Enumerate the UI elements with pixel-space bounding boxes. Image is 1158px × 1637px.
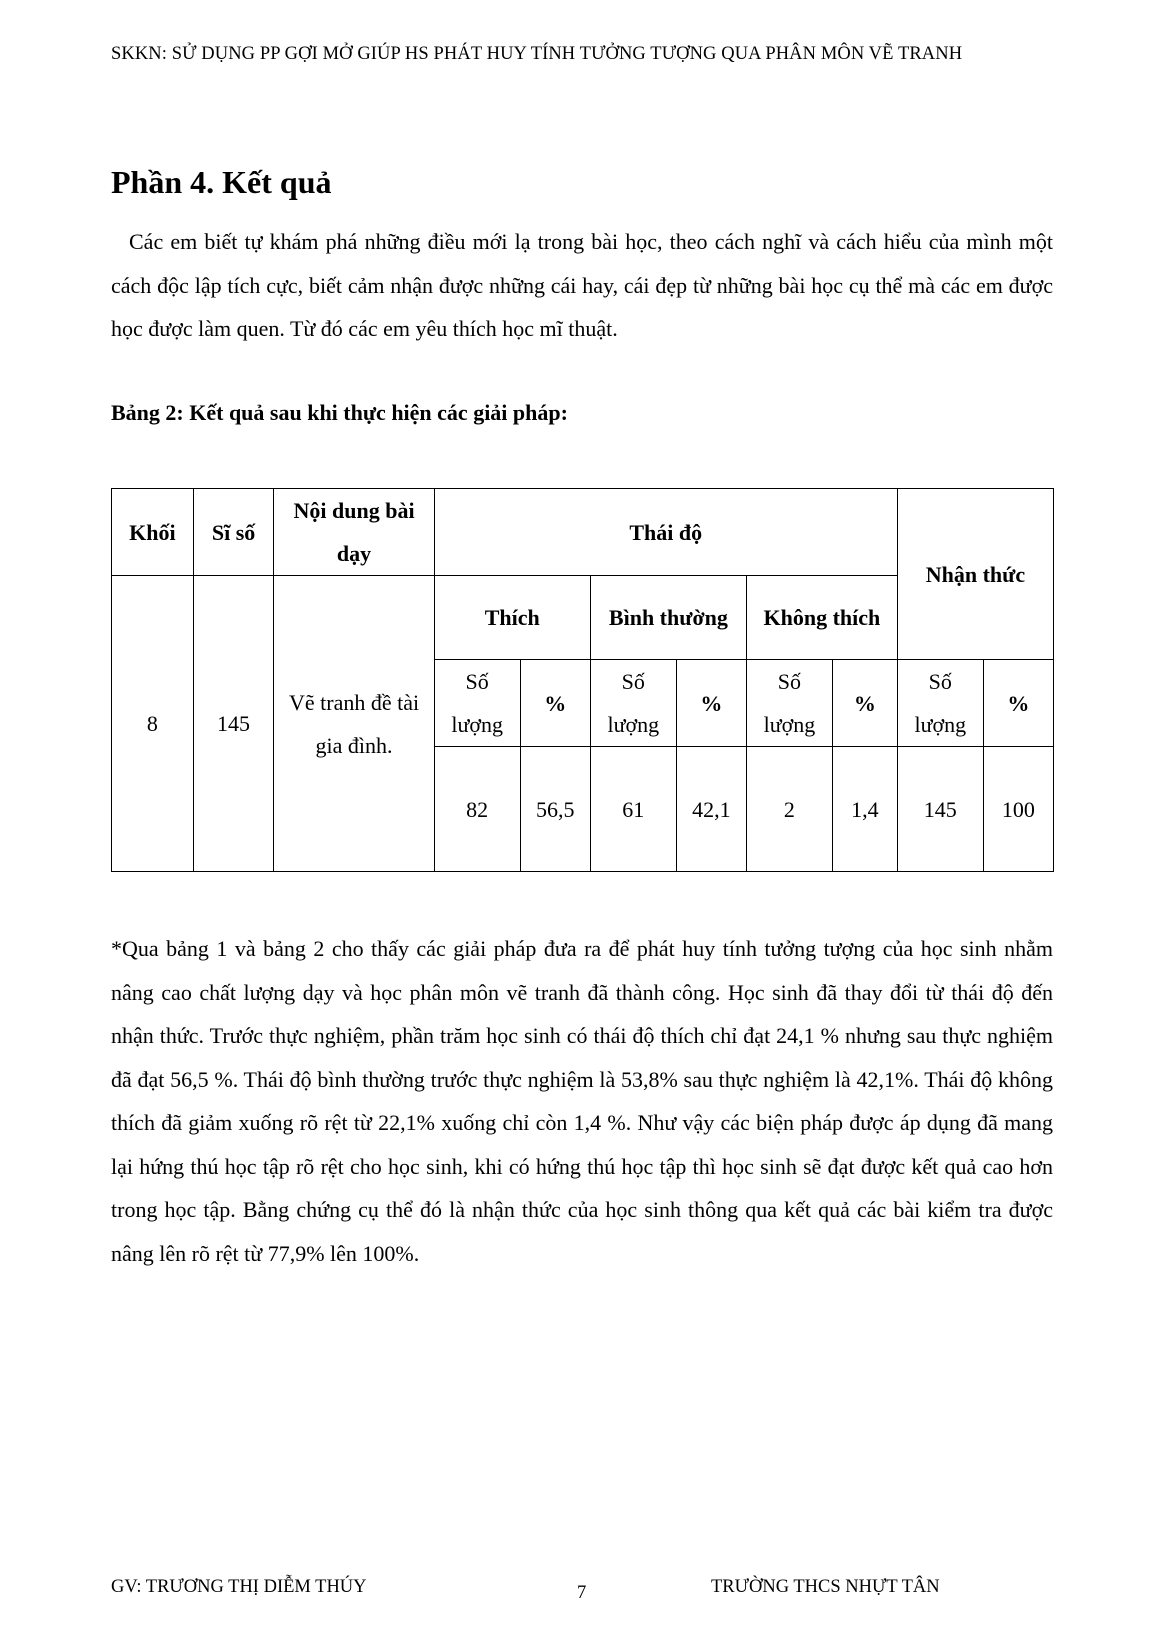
header-percent: % — [983, 660, 1053, 747]
table-caption: Bảng 2: Kết quả sau khi thực hiện các giải pháp: — [111, 400, 568, 425]
footer-author: GV: TRƯƠNG THỊ DIỄM THÚY — [111, 1577, 367, 1597]
cell-nhan-thuc-so-luong: 145 — [897, 747, 983, 872]
page-number: 7 — [577, 1583, 587, 1603]
header-so-luong: Số lượng — [590, 660, 676, 747]
cell-si-so: 145 — [193, 576, 274, 872]
header-khong-thich: Không thích — [746, 576, 897, 660]
header-noi-dung: Nội dung bài dạy — [274, 489, 434, 576]
cell-binh-thuong-percent: 42,1 — [676, 747, 746, 872]
cell-khong-thich-so-luong: 2 — [746, 747, 832, 872]
conclusion-paragraph: *Qua bảng 1 và bảng 2 cho thấy các giải pháp đưa ra để phát huy tính tưởng tượng của học sinh nhằm nâng cao chất lượng dạy và học phân môn vẽ tranh đã thành công. Học sinh đã thay đổi từ thái độ đến nhận thức. Trước thực nghiệm, phần trăm học sinh có thái độ thích chỉ đạt 24,1 % nhưng sau thực nghiệm đã đạt 56,5 %. Thái độ bình thường trước thực nghiệm là 53,8% sau thực nghiệm là 42,1%. Thái độ không thích đã giảm xuống rõ rệt từ 22,1% xuống chỉ còn 1,4 %. Như vậy các biện pháp được áp dụng đã mang lại hứng thú học tập rõ rệt cho học sinh, khi có hứng thú học tập thì học sinh sẽ đạt được kết quả cao hơn trong học tập. Bằng chứng cụ thể đó là nhận thức của học sinh thông qua kết quả các bài kiểm tra được nâng lên rõ rệt từ 77,9% lên 100%. — [111, 936, 1053, 1266]
header-so-luong: Số lượng — [434, 660, 520, 747]
cell-khoi: 8 — [112, 576, 194, 872]
cell-noi-dung: Vẽ tranh đề tài gia đình. — [274, 576, 434, 872]
results-table — [111, 488, 1054, 872]
header-so-luong: Số lượng — [897, 660, 983, 747]
header-thai-do: Thái độ — [434, 489, 897, 576]
table-header-row-1 — [112, 489, 1054, 576]
cell-binh-thuong-so-luong: 61 — [590, 747, 676, 872]
header-khoi: Khối — [112, 489, 194, 576]
cell-nhan-thuc-percent: 100 — [983, 747, 1053, 872]
header-nhan-thuc: Nhận thức — [897, 489, 1053, 660]
header-so-luong: Số lượng — [746, 660, 832, 747]
header-percent: % — [520, 660, 590, 747]
footer-school: TRƯỜNG THCS NHỰT TÂN — [711, 1577, 940, 1597]
header-percent: % — [832, 660, 897, 747]
header-binh-thuong: Bình thường — [590, 576, 746, 660]
cell-khong-thich-percent: 1,4 — [832, 747, 897, 872]
header-thich: Thích — [434, 576, 590, 660]
page-header: SKKN: SỬ DỤNG PP GỢI MỞ GIÚP HS PHÁT HUY TÍNH TƯỞNG TƯỢNG QUA PHÂN MÔN VẼ TRANH — [111, 44, 963, 64]
intro-paragraph: Các em biết tự khám phá những điều mới lạ trong bài học, theo cách nghĩ và cách hiểu của mình một cách độc lập tích cực, biết cảm nhận được những cái hay, cái đẹp từ những bài học cụ thể mà các em được học được làm quen. Từ đó các em yêu thích học mĩ thuật. — [111, 229, 1053, 341]
section-title: Phần 4. Kết quả — [111, 164, 332, 200]
cell-thich-percent: 56,5 — [520, 747, 590, 872]
cell-thich-so-luong: 82 — [434, 747, 520, 872]
header-si-so: Sĩ số — [193, 489, 274, 576]
header-percent: % — [676, 660, 746, 747]
